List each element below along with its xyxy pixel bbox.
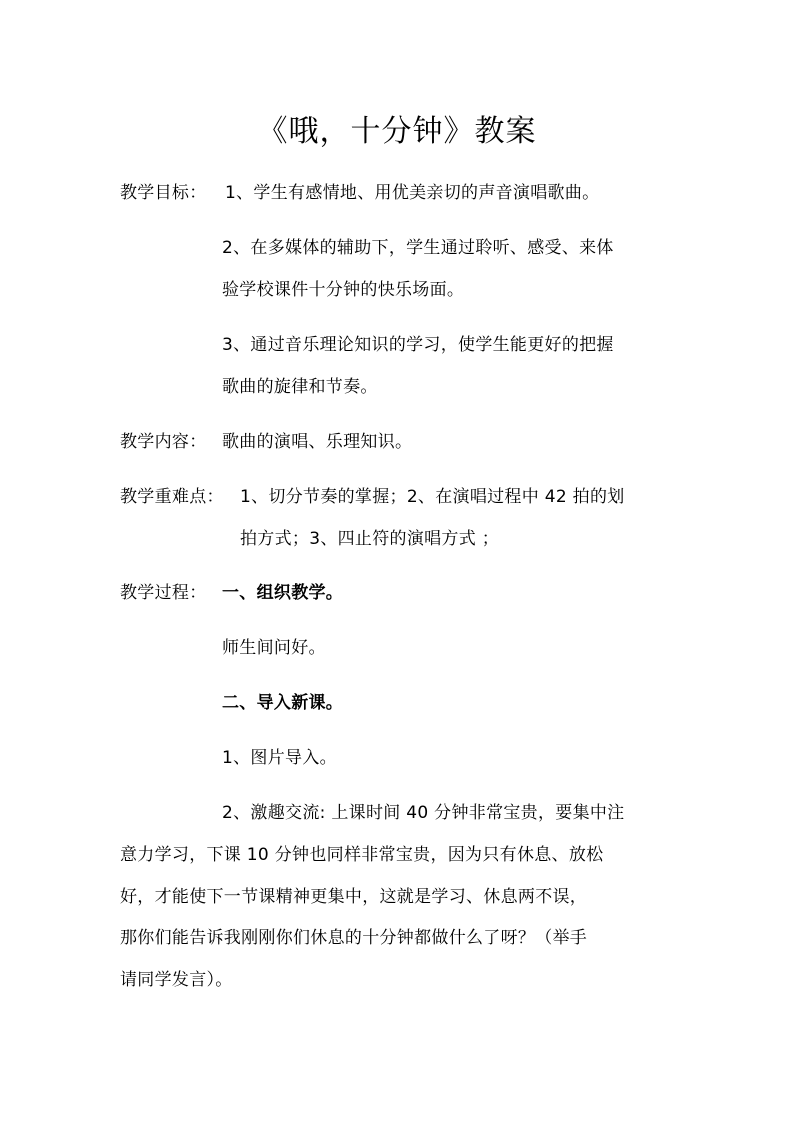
sub-step-1: 1、图片导入。 <box>222 748 337 768</box>
document-title: 《哦，十分钟》教案 <box>257 114 537 149</box>
goal-2-line-1: 2、在多媒体的辅助下，学生通过聆听、感受、来体 <box>222 238 614 258</box>
step-1-heading: 一、组织教学。 <box>222 583 344 603</box>
goal-3-line-1: 3、通过音乐理论知识的学习，使学生能更好的把握 <box>222 335 614 355</box>
goal-2-line-2: 验学校课件十分钟的快乐场面。 <box>222 280 465 300</box>
key-points-label: 教学重难点： <box>120 487 224 507</box>
content-text: 歌曲的演唱、乐理知识。 <box>222 432 413 452</box>
step-2-heading: 二、导入新课。 <box>222 693 344 713</box>
key-points-line-1: 1、切分节奏的掌握；2、在演唱过程中 42 拍的划 <box>240 487 625 507</box>
key-points-line-2: 拍方式；3、四止符的演唱方式 ； <box>240 529 500 549</box>
goal-3-line-2: 歌曲的旋律和节奏。 <box>222 377 378 397</box>
content-label: 教学内容： <box>120 432 207 452</box>
paragraph-line-4: 那你们能告诉我刚刚你们休息的十分钟都做什么了呀？（举手 <box>120 928 588 948</box>
paragraph-line-2: 意力学习，下课 10 分钟也同样非常宝贵，因为只有休息、放松 <box>120 845 604 865</box>
paragraph-line-5: 请同学发言）。 <box>120 970 233 990</box>
greeting-text: 师生间问好。 <box>222 638 326 658</box>
goal-1: 1、学生有感情地、用优美亲切的声音演唱歌曲。 <box>225 183 600 203</box>
goals-label: 教学目标： <box>120 183 207 203</box>
process-label: 教学过程： <box>120 583 207 603</box>
paragraph-line-3: 好，才能使下一节课精神更集中，这就是学习、休息两不误， <box>120 887 588 907</box>
sub-step-2-line-1: 2、激趣交流: 上课时间 40 分钟非常宝贵，要集中注 <box>222 803 625 823</box>
